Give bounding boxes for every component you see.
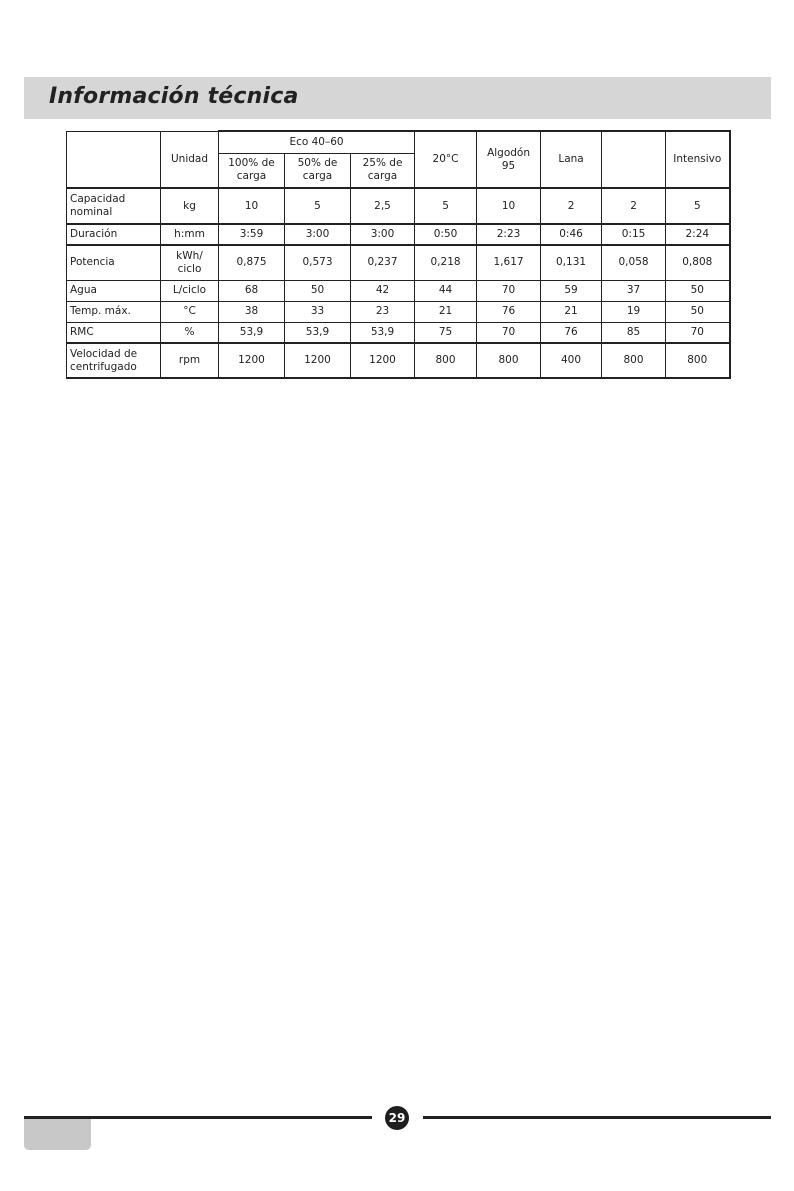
row-unit: kWh/ ciclo — [161, 245, 219, 280]
cell: 0:50 — [415, 224, 477, 245]
cell: 2,5 — [351, 188, 415, 224]
cell: 21 — [541, 301, 602, 322]
cell: 53,9 — [351, 322, 415, 343]
cell: 2 — [541, 188, 602, 224]
table-row — [67, 301, 730, 322]
cell: 76 — [477, 301, 541, 322]
row-label: Capacidad nominal — [67, 188, 161, 224]
cell: 5 — [415, 188, 477, 224]
cell: 2:23 — [477, 224, 541, 245]
cell: 3:00 — [351, 224, 415, 245]
cell: 53,9 — [219, 322, 285, 343]
cell: 2 — [602, 188, 666, 224]
header-20c: 20°C — [415, 131, 477, 188]
table-row — [67, 188, 730, 224]
cell: 50 — [666, 280, 730, 301]
cell: 0,218 — [415, 245, 477, 280]
table-row — [67, 343, 730, 378]
cell: 2:24 — [666, 224, 730, 245]
row-label: Potencia — [67, 245, 161, 280]
cell: 0,573 — [285, 245, 351, 280]
header-blank-program — [602, 131, 666, 188]
header-lana: Lana — [541, 131, 602, 188]
cell: 50 — [666, 301, 730, 322]
header-eco-50: 50% de carga — [285, 153, 351, 188]
header-eco-25: 25% de carga — [351, 153, 415, 188]
cell: 400 — [541, 343, 602, 378]
cell: 70 — [666, 322, 730, 343]
cell: 70 — [477, 280, 541, 301]
cell: 68 — [219, 280, 285, 301]
cell: 0:46 — [541, 224, 602, 245]
cell: 800 — [477, 343, 541, 378]
cell: 38 — [219, 301, 285, 322]
cell: 0:15 — [602, 224, 666, 245]
table-row — [67, 224, 730, 245]
cell: 44 — [415, 280, 477, 301]
table-row — [67, 322, 730, 343]
technical-spec-table — [66, 130, 731, 379]
row-unit: L/ciclo — [161, 280, 219, 301]
cell: 5 — [285, 188, 351, 224]
table-row — [67, 280, 730, 301]
row-label: Temp. máx. — [67, 301, 161, 322]
cell: 0,808 — [666, 245, 730, 280]
row-unit: kg — [161, 188, 219, 224]
row-unit: h:mm — [161, 224, 219, 245]
page-number-badge: 29 — [385, 1106, 409, 1130]
cell: 76 — [541, 322, 602, 343]
header-eco-100: 100% de carga — [219, 153, 285, 188]
cell: 3:00 — [285, 224, 351, 245]
row-label: Agua — [67, 280, 161, 301]
cell: 70 — [477, 322, 541, 343]
cell: 800 — [666, 343, 730, 378]
row-label: Velocidad de centrifugado — [67, 343, 161, 378]
cell: 59 — [541, 280, 602, 301]
cell: 23 — [351, 301, 415, 322]
cell: 0,875 — [219, 245, 285, 280]
header-empty-cell — [67, 131, 161, 188]
row-unit: °C — [161, 301, 219, 322]
cell: 1200 — [351, 343, 415, 378]
cell: 0,237 — [351, 245, 415, 280]
section-title: Información técnica — [49, 84, 299, 109]
cell: 21 — [415, 301, 477, 322]
cell: 0,058 — [602, 245, 666, 280]
header-unit: Unidad — [161, 131, 219, 188]
cell: 1200 — [285, 343, 351, 378]
cell: 33 — [285, 301, 351, 322]
row-unit: % — [161, 322, 219, 343]
cell: 50 — [285, 280, 351, 301]
cell: 5 — [666, 188, 730, 224]
cell: 85 — [602, 322, 666, 343]
cell: 3:59 — [219, 224, 285, 245]
header-intensivo: Intensivo — [666, 131, 730, 188]
cell: 10 — [219, 188, 285, 224]
cell: 10 — [477, 188, 541, 224]
table-row — [67, 245, 730, 280]
cell: 19 — [602, 301, 666, 322]
row-unit: rpm — [161, 343, 219, 378]
cell: 800 — [415, 343, 477, 378]
cell: 42 — [351, 280, 415, 301]
cell: 800 — [602, 343, 666, 378]
header-algodon-95: Algodón 95 — [477, 131, 541, 188]
cell: 1,617 — [477, 245, 541, 280]
footer-divider-right — [423, 1116, 771, 1119]
row-label: Duración — [67, 224, 161, 245]
cell: 53,9 — [285, 322, 351, 343]
row-label: RMC — [67, 322, 161, 343]
header-eco-group: Eco 40–60 — [219, 131, 415, 153]
cell: 1200 — [219, 343, 285, 378]
cell: 37 — [602, 280, 666, 301]
footer-tab — [24, 1119, 91, 1150]
cell: 0,131 — [541, 245, 602, 280]
cell: 75 — [415, 322, 477, 343]
